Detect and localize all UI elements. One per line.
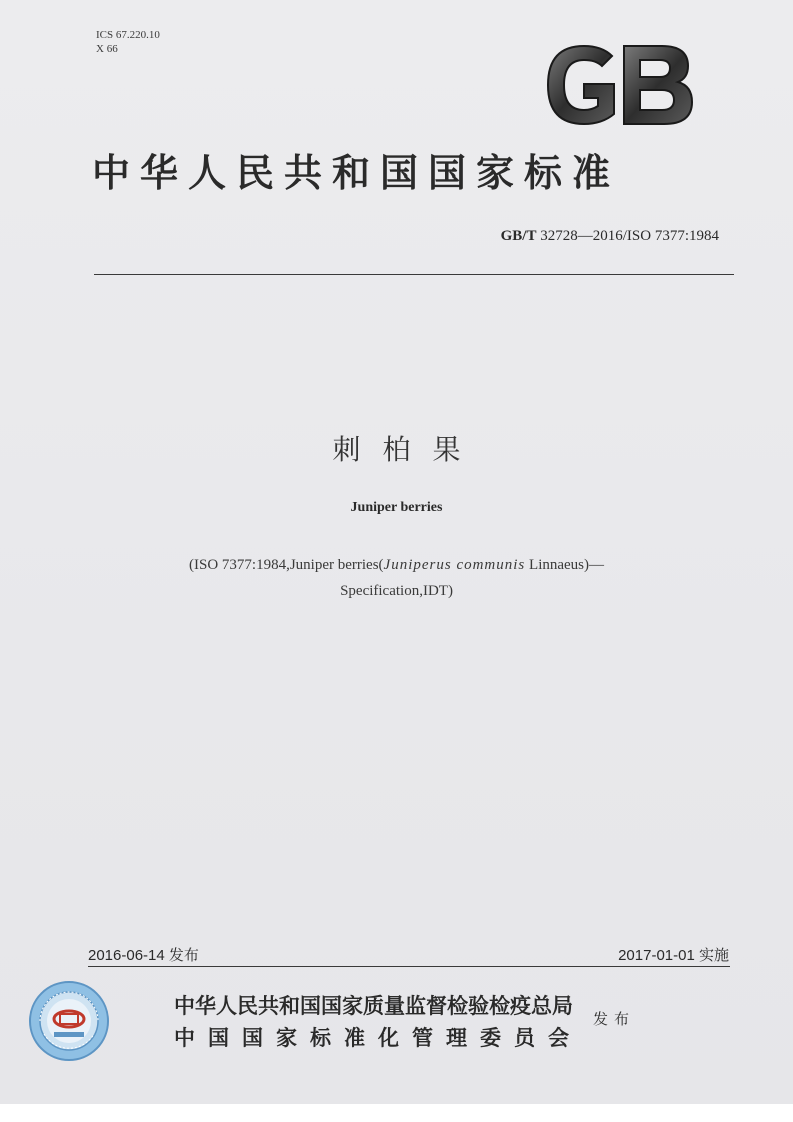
classification-codes — [96, 28, 160, 56]
publishers — [174, 990, 582, 1052]
iso-ref-text-b: Linnaeus)— — [525, 557, 605, 573]
national-standard-title: 中华人民共和国国家标准 — [92, 150, 621, 195]
scan-margin — [0, 1104, 793, 1122]
footer-divider — [88, 966, 730, 967]
standard-number-rest: 32728—2016/ISO 7377:1984 — [536, 228, 719, 244]
implement-date: 2017-01-01 实施 — [618, 947, 729, 964]
header-divider — [94, 274, 734, 275]
iso-ref-species: Juniperus communis — [383, 557, 526, 573]
iso-ref-text-a: (ISO 7377:1984,Juniper berries( — [188, 557, 384, 573]
english-title: Juniper berries — [350, 500, 443, 515]
publisher-aqsiq: 中华人民共和国国家质量监督检验检疫总局 — [174, 993, 573, 1018]
gb-logo — [540, 42, 698, 128]
standard-number — [501, 228, 719, 245]
iso-reference — [0, 552, 793, 604]
publisher-sac: 中国国家标准化管理委员会 — [174, 1025, 582, 1050]
iso-reference-line-2: Specification,IDT) — [340, 583, 453, 599]
seal-stamp — [28, 980, 110, 1062]
class-code: X 66 — [96, 43, 118, 55]
issue-label: 发布 — [593, 1010, 636, 1028]
ics-code: ICS 67.220.10 — [96, 29, 160, 41]
standard-number-prefix: GB/T — [500, 228, 537, 244]
iso-reference-line-1 — [0, 552, 793, 578]
publish-date: 2016-06-14 发布 — [88, 947, 199, 964]
chinese-title: 刺柏果 — [332, 433, 483, 466]
